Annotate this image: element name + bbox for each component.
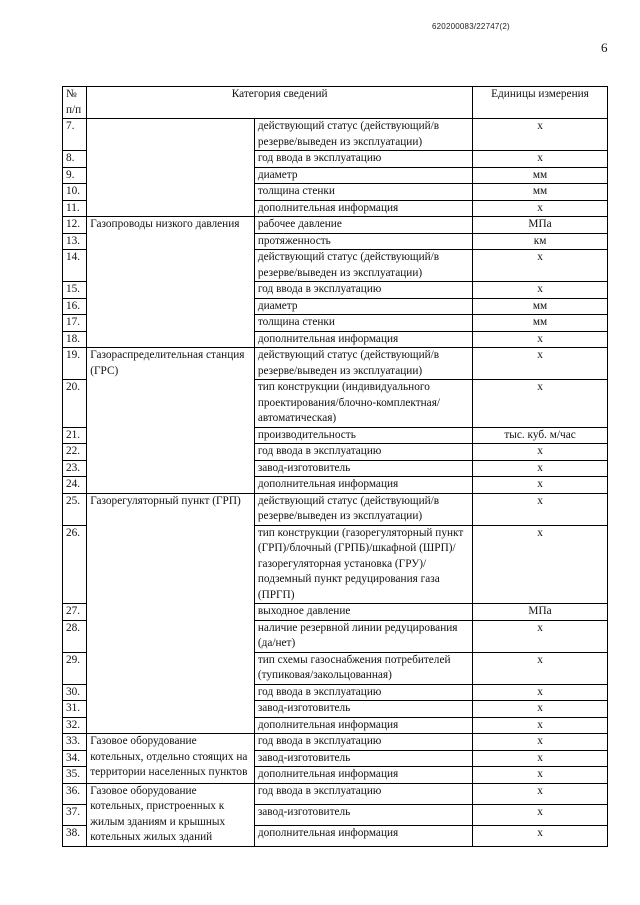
field-name: действующий статус (действующий/в резерве/выведен из эксплуатации) — [254, 119, 472, 151]
unit-cell: х — [473, 200, 608, 217]
header-number — [63, 87, 87, 119]
row-number: 30. — [63, 684, 87, 701]
field-name: выходное давление — [254, 604, 472, 621]
category-cell — [87, 119, 255, 217]
unit-cell: х — [473, 652, 608, 684]
category-cell: Газовое оборудование котельных, отдельно стоящих на территории населенных пунктов — [87, 734, 255, 784]
row-number: 18. — [63, 331, 87, 348]
unit-cell: мм — [473, 315, 608, 332]
unit-cell: х — [473, 151, 608, 168]
field-name: действующий статус (действующий/в резерве/выведен из эксплуатации) — [254, 493, 472, 525]
row-number: 28. — [63, 620, 87, 652]
row-number: 36. — [63, 783, 87, 804]
field-name: дополнительная информация — [254, 717, 472, 734]
row-number: 8. — [63, 151, 87, 168]
row-number: 10. — [63, 184, 87, 201]
unit-cell: МПа — [473, 217, 608, 234]
row-number: 22. — [63, 444, 87, 461]
category-cell: Газовое оборудование котельных, пристроенных к жилым зданиям и крышных котельных жилых зданий — [87, 783, 255, 846]
row-number: 23. — [63, 460, 87, 477]
row-number: 16. — [63, 298, 87, 315]
unit-cell: х — [473, 684, 608, 701]
table-row — [63, 493, 608, 525]
page-number: 6 — [601, 40, 608, 55]
field-name: год ввода в эксплуатацию — [254, 783, 472, 804]
row-number: 33. — [63, 734, 87, 751]
field-name: наличие резервной линии редуцирования (да/нет) — [254, 620, 472, 652]
category-cell: Газораспределительная станция (ГРС) — [87, 348, 255, 494]
field-name: завод-изготовитель — [254, 701, 472, 718]
unit-cell: х — [473, 250, 608, 282]
row-number: 17. — [63, 315, 87, 332]
field-name: рабочее давление — [254, 217, 472, 234]
field-name: тип конструкции (газорегуляторный пункт (ГРП)/блочный (ГРПБ)/шкафной (ШРП)/газорегуляторная установка (ГРУ)/подземный пункт редуцирования газа (ПРГП) — [254, 525, 472, 604]
unit-cell: х — [473, 348, 608, 380]
unit-cell: мм — [473, 184, 608, 201]
row-number: 32. — [63, 717, 87, 734]
unit-cell: мм — [473, 298, 608, 315]
field-name: дополнительная информация — [254, 767, 472, 784]
unit-cell: х — [473, 701, 608, 718]
field-name: год ввода в эксплуатацию — [254, 444, 472, 461]
field-name: толщина стенки — [254, 184, 472, 201]
table-header-row — [63, 87, 608, 119]
field-name: протяженность — [254, 233, 472, 250]
unit-cell: х — [473, 620, 608, 652]
unit-cell: км — [473, 233, 608, 250]
unit-cell: х — [473, 444, 608, 461]
row-number: 34. — [63, 750, 87, 767]
category-cell: Газопроводы низкого давления — [87, 217, 255, 348]
field-name: диаметр — [254, 298, 472, 315]
field-name: диаметр — [254, 167, 472, 184]
unit-cell: х — [473, 282, 608, 299]
row-number: 12. — [63, 217, 87, 234]
field-name: год ввода в эксплуатацию — [254, 151, 472, 168]
row-number: 26. — [63, 525, 87, 604]
unit-cell: х — [473, 119, 608, 151]
field-name: дополнительная информация — [254, 331, 472, 348]
row-number: 21. — [63, 427, 87, 444]
unit-cell: тыс. куб. м/час — [473, 427, 608, 444]
unit-cell: х — [473, 804, 608, 825]
table-row — [63, 119, 608, 151]
row-number: 37. — [63, 804, 87, 825]
row-number: 15. — [63, 282, 87, 299]
row-number: 31. — [63, 701, 87, 718]
unit-cell: мм — [473, 167, 608, 184]
field-name: год ввода в эксплуатацию — [254, 282, 472, 299]
row-number: 29. — [63, 652, 87, 684]
field-name: толщина стенки — [254, 315, 472, 332]
row-number: 35. — [63, 767, 87, 784]
field-name: завод-изготовитель — [254, 460, 472, 477]
row-number: 19. — [63, 348, 87, 380]
field-name: дополнительная информация — [254, 200, 472, 217]
row-number: 13. — [63, 233, 87, 250]
field-name: тип конструкции (индивидуального проектирования/блочно-комплектная/автоматическая) — [254, 380, 472, 428]
row-number: 14. — [63, 250, 87, 282]
unit-cell: х — [473, 460, 608, 477]
data-table — [62, 86, 608, 847]
field-name: тип схемы газоснабжения потребителей (тупиковая/закольцованная) — [254, 652, 472, 684]
row-number: 9. — [63, 167, 87, 184]
category-cell: Газорегуляторный пункт (ГРП) — [87, 493, 255, 734]
table-row — [63, 783, 608, 804]
unit-cell: х — [473, 783, 608, 804]
unit-cell: МПа — [473, 604, 608, 621]
unit-cell: х — [473, 767, 608, 784]
unit-cell: х — [473, 380, 608, 428]
unit-cell: х — [473, 734, 608, 751]
row-number: 38. — [63, 825, 87, 846]
field-name: завод-изготовитель — [254, 750, 472, 767]
header-number-text: № п/п — [66, 88, 82, 116]
row-number: 24. — [63, 477, 87, 494]
field-name: завод-изготовитель — [254, 804, 472, 825]
row-number: 11. — [63, 200, 87, 217]
table-row — [63, 734, 608, 751]
document-id: 620200083/22747(2) — [432, 22, 510, 31]
unit-cell: х — [473, 493, 608, 525]
field-name: действующий статус (действующий/в резерве/выведен из эксплуатации) — [254, 250, 472, 282]
table-body — [63, 119, 608, 847]
row-number: 27. — [63, 604, 87, 621]
unit-cell: х — [473, 825, 608, 846]
field-name: действующий статус (действующий/в резерве/выведен из эксплуатации) — [254, 348, 472, 380]
unit-cell: х — [473, 525, 608, 604]
unit-cell: х — [473, 477, 608, 494]
field-name: производительность — [254, 427, 472, 444]
header-unit: Единицы измерения — [473, 87, 608, 119]
unit-cell: х — [473, 331, 608, 348]
unit-cell: х — [473, 750, 608, 767]
field-name: дополнительная информация — [254, 477, 472, 494]
table-row — [63, 348, 608, 380]
row-number: 20. — [63, 380, 87, 428]
field-name: год ввода в эксплуатацию — [254, 734, 472, 751]
row-number: 25. — [63, 493, 87, 525]
field-name: дополнительная информация — [254, 825, 472, 846]
table-row — [63, 217, 608, 234]
field-name: год ввода в эксплуатацию — [254, 684, 472, 701]
row-number: 7. — [63, 119, 87, 151]
unit-cell: х — [473, 717, 608, 734]
header-category: Категория сведений — [87, 87, 473, 119]
